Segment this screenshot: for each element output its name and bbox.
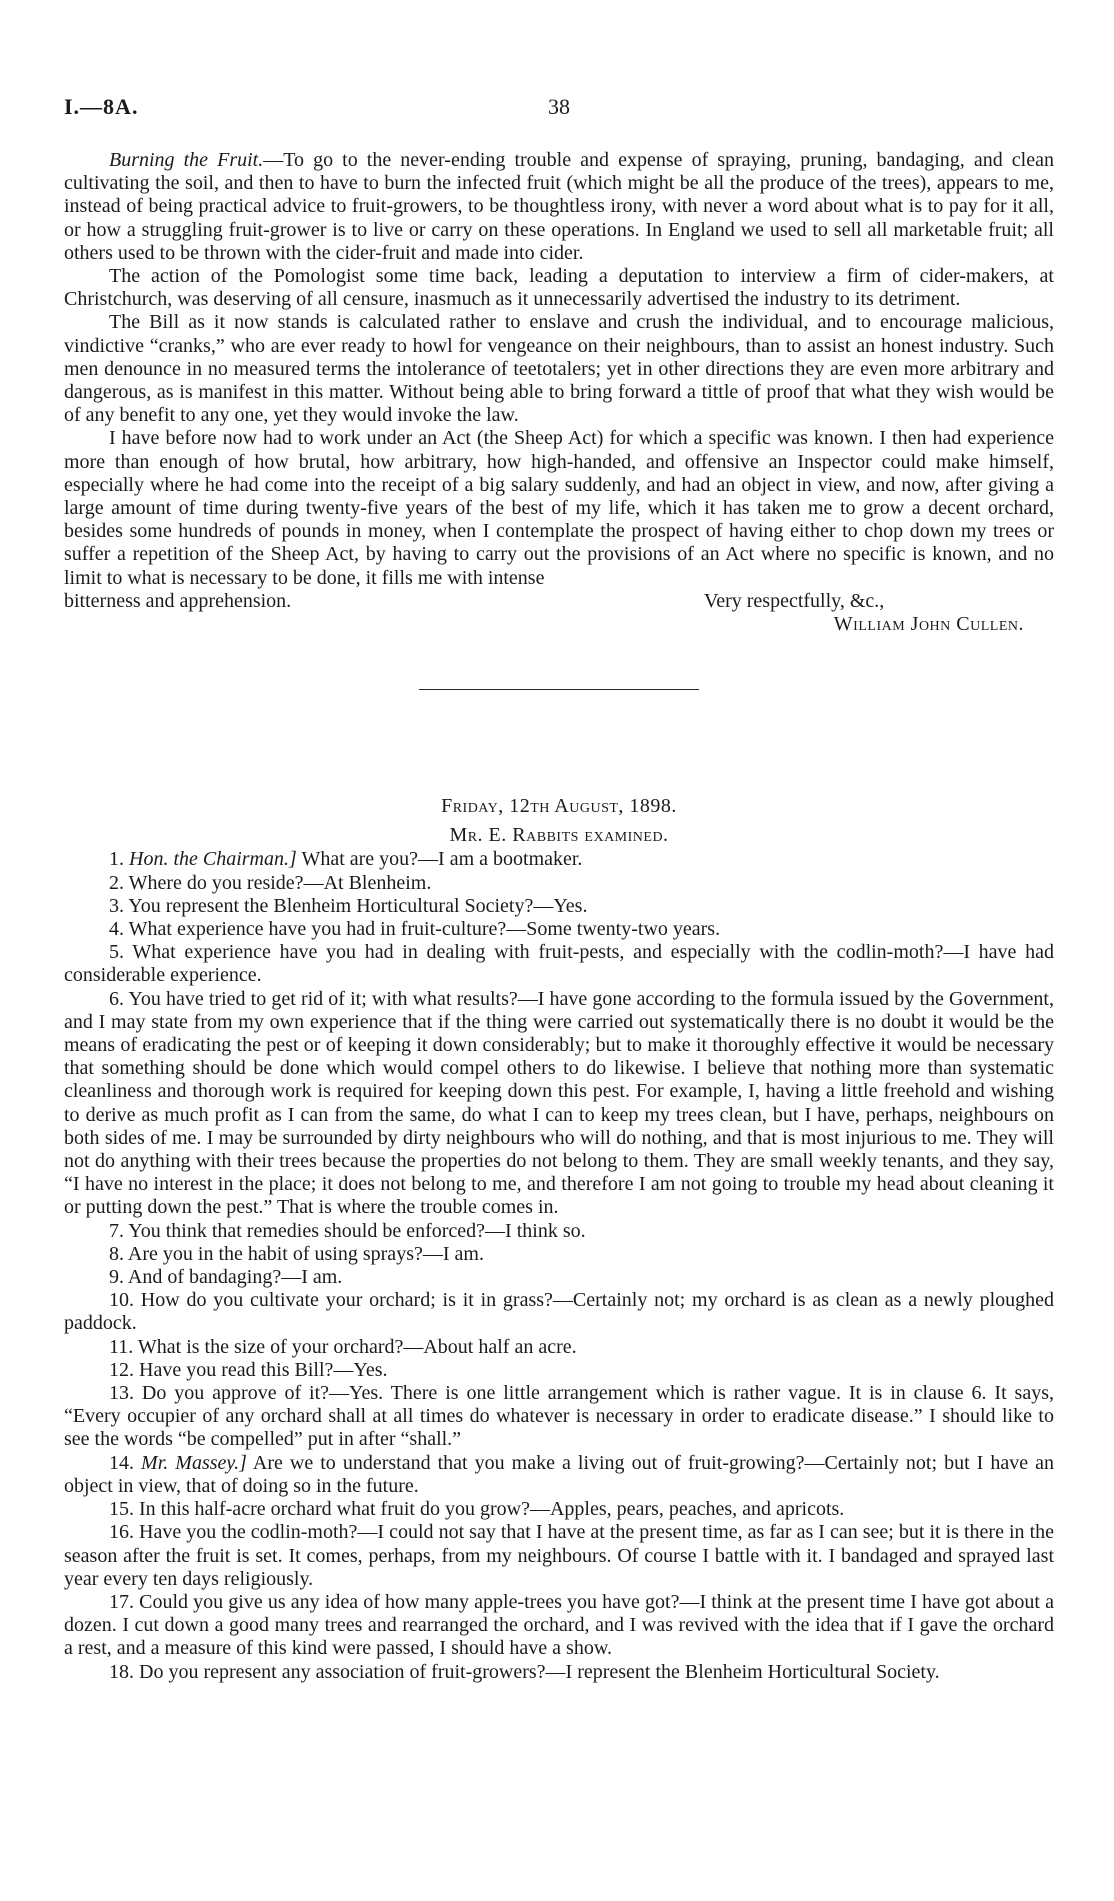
question-item: 9. And of bandaging?—I am. <box>109 1266 343 1289</box>
letter-section <box>64 149 1054 690</box>
letter-paragraph: The action of the Pomologist some time back, leading a deputation to interview a firm of cider-makers, at Christchurch, was deserving of all censure, inasmuch as it unnecessarily advertised the industry to its detriment. <box>64 265 1054 311</box>
speaker-label: Hon. the Chairman.] <box>129 848 297 871</box>
question-item: 16. Have you the codlin-moth?—I could not say that I have at the present time, as far as I can see; but it is there in the season after the fruit is set. It comes, perhaps, from my neighbours. Of course I battle with it. I bandaged and sprayed last year every ten days religiously. <box>64 1521 1055 1590</box>
letter-paragraph: I have before now had to work under an Act (the Sheep Act) for which a specific was known. I then had experience more than enough of how brutal, how arbitrary, how high-handed, and offensive an Inspector could make himself, especially where he had come into the receipt of a big salary suddenly, and had an object in view, and now, after giving a large amount of time during twenty-five years of the best of my life, which it has taken me to grow a decent orchard, besides some hundreds of pounds in money, when I contemplate the prospect of having either to chop down my trees or suffer a repetition of the Sheep Act, by having to carry out the provisions of an Act where no specific is known, and no limit to what is necessary to be done, it fills me with intense <box>64 427 1054 589</box>
question-item: 12. Have you read this Bill?—Yes. <box>109 1358 388 1381</box>
question-item: 5. What experience have you had in dealing with fruit-pests, and especially with the codlin-moth?—I have had considerable experience. <box>64 941 1054 987</box>
question-item: 13. Do you approve of it?—Yes. There is one little arrangement which is rather vague. It is in clause 6. It says, “Every occupier of any orchard shall at all times do whatever is necessary in order to eradicate disease.” I should like to see the words “be compelled” put in after “shall.” <box>64 1382 1054 1451</box>
question-item: 1. Hon. the Chairman.] What are you?—I am a bootmaker. <box>109 848 583 871</box>
page-header <box>64 95 1054 125</box>
question-item: 15. In this half-acre orchard what fruit do you grow?—Apples, pears, peaches, and apricots. <box>109 1498 845 1521</box>
letter-paragraph: Burning the Fruit.—To go to the never-ending trouble and expense of spraying, pruning, bandaging, and clean cultivating the soil, and then to have to burn the infected fruit (which might be all the produce of the trees), appears to me, instead of being practical advice to fruit-growers, to be thoughtless irony, with never a word about what is to pay for it all, or how a struggling fruit-grower is to live or carry on these operations. In England we used to sell all marketable fruit; all others used to be thrown with the cider-fruit and made into cider. <box>64 149 1054 264</box>
question-item: 11. What is the size of your orchard?—About half an acre. <box>109 1335 577 1358</box>
page-number: 38 <box>548 94 570 119</box>
letter-paragraph: The Bill as it now stands is calculated rather to enslave and crush the individual, and to encourage malicious, vindictive “cranks,” who are ever ready to howl for vengeance on their neighbours, than to assist an honest industry. Such men denounce in no measured terms the intolerance of teetotalers; yet in other directions they are even more arbitrary and dangerous, as is manifest in this matter. Without being able to bring forward a tittle of proof that what they wish would be of any benefit to any one, yet they would invoke the law. <box>64 311 1054 427</box>
letter-closing: Very respectfully, &c., <box>704 589 885 612</box>
question-item: 3. You represent the Blenheim Horticultural Society?—Yes. <box>109 894 588 917</box>
question-item: 17. Could you give us any idea of how many apple-trees you have got?—I think at the present time I have got about a dozen. I cut down a good many trees and rearranged the orchard, and I was revived with the idea that if I gave the orchard a rest, and a measure of this kind were passed, I should have a show. <box>64 1590 1054 1660</box>
speaker-label: Mr. Massey.] <box>141 1451 247 1474</box>
letter-closing-line: bitterness and apprehension. Very respectfully, &c., <box>64 589 885 612</box>
question-item: 7. You think that remedies should be enforced?—I think so. <box>109 1219 586 1242</box>
question-item: 2. Where do you reside?—At Blenheim. <box>109 871 432 894</box>
question-item: 14. Mr. Massey.] Are we to understand that you make a living out of fruit-growing?—Certainly not; but I have an object in view, that of doing so in the future. <box>64 1451 1055 1497</box>
witness-heading: Mr. E. Rabbits examined. <box>449 824 669 847</box>
letter-signature: William John Cullen. <box>833 613 1024 636</box>
question-item: 6. You have tried to get rid of it; with what results?—I have gone according to the formula issued by the Government, and I may state from my own experience that if the thing were carried out systematically there is no doubt it would be the means of eradicating the pest or of keeping it down considerably; but to make it thoroughly effective it would be necessary that something should be done which would compel others to do likewise. I believe that nothing more than systematic cleanliness and thorough work is required for keeping down this pest. For example, I, having a little freehold and wishing to derive as much profit as I can from the same, do what I can to keep my trees clean, but I have, perhaps, neighbours on both sides of me. I may be surrounded by dirty neighbours who will do nothing, and that is most injurious to me. They will not do anything with their trees because the properties do not belong to them. They are small weekly tenants, and they say, “I have no interest in the place; it does not belong to me, and therefore I am not going to trouble my head about cleaning it or putting down the pest.” That is where the trouble comes in. <box>64 987 1054 1219</box>
question-item: 8. Are you in the habit of using sprays?—I am. <box>109 1242 484 1265</box>
evidence-section <box>64 795 1054 1684</box>
question-item: 4. What experience have you had in fruit-culture?—Some twenty-two years. <box>109 918 721 941</box>
question-item: 18. Do you represent any association of fruit-growers?—I represent the Blenheim Horticultural Society. <box>109 1660 940 1683</box>
section-divider <box>419 689 699 690</box>
session-date: Friday, 12th August, 1898. <box>441 795 677 817</box>
paragraph-lead: Burning the Fruit. <box>109 149 264 171</box>
question-item: 10. How do you cultivate your orchard; is it in grass?—Certainly not; my orchard is as clean as a newly ploughed paddock. <box>64 1289 1055 1335</box>
document-reference: I.—8A. <box>64 94 139 119</box>
questions-list <box>64 848 1054 1683</box>
